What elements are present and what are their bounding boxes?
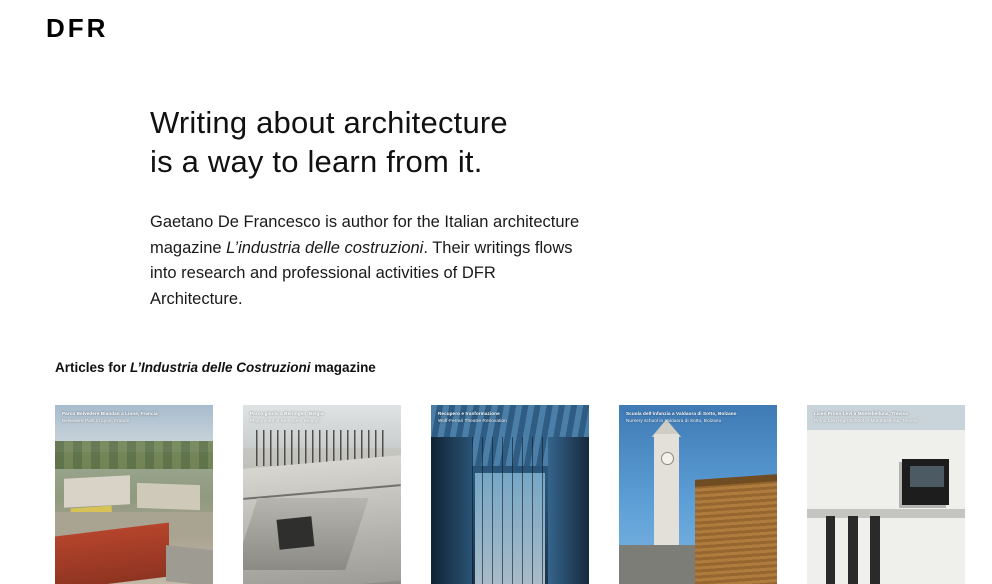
list-item[interactable] (243, 405, 401, 584)
cover-caption-title: Scuola dell’infanzia a Valdaora di Sotto, Bolzano (626, 411, 737, 416)
cover-artwork-belvedere-park (55, 405, 213, 584)
hero-paragraph-magazine-name: L’industria delle costruzioni (226, 238, 424, 257)
cover-artwork-high-school-montebelluna (807, 405, 965, 584)
site-logo[interactable]: DFR (46, 13, 109, 43)
cover-caption (438, 411, 582, 424)
articles-title-magazine: L’Industria delle Costruzioni (130, 360, 311, 375)
cover-caption-title: Parco Belvedere Blandan a Lione, Francia (62, 411, 158, 416)
cover-artwork-nursery-valdaora (619, 405, 777, 584)
cover-artwork-playground-beiringen (243, 405, 401, 584)
cover-caption (250, 411, 394, 424)
hero-paragraph (150, 210, 580, 312)
site-header (0, 0, 992, 43)
headline-line-1: Writing about architecture (150, 104, 508, 140)
cover-artwork-theatre-renovation (431, 405, 589, 584)
cover-caption-subtitle: Nursery school in Valdaora di Sotto, Bolzano (626, 417, 722, 423)
articles-section-title (55, 360, 376, 375)
headline-line-2: is a way to learn from it. (150, 144, 483, 180)
articles-title-suffix: magazine (310, 360, 376, 375)
cover-caption-title: Liceo Primo Levi a Montebelluna, Treviso (814, 411, 909, 416)
cover-caption-title: Recupero e trasformazione (438, 411, 500, 416)
hero-paragraph-part-2: . Their writings flows into research and professional activities of DFR Architecture. (150, 238, 573, 308)
cover-caption (626, 411, 770, 424)
cover-caption-subtitle: Primo Levi High School in Montebelluna, Treviso (814, 417, 918, 423)
cover-caption-subtitle: Playground in Beiringen, Belgium (250, 417, 322, 423)
list-item[interactable] (431, 405, 589, 584)
article-covers-list (55, 405, 970, 584)
cover-caption (62, 411, 206, 424)
hero-paragraph-part-1: Gaetano De Francesco is author for the Italian architecture magazine (150, 212, 580, 257)
cover-caption-subtitle: Wolf-Ferrari Theatre Renovation (438, 417, 507, 423)
page-title (150, 103, 790, 182)
cover-caption (814, 411, 958, 424)
list-item[interactable] (55, 405, 213, 584)
hero-section (0, 43, 790, 313)
list-item[interactable] (619, 405, 777, 584)
cover-caption-subtitle: Belvedere Park in Lyon, France (62, 417, 130, 423)
list-item[interactable] (807, 405, 965, 584)
articles-title-prefix: Articles for (55, 360, 131, 375)
cover-caption-title: Parco giochi a Beiringen, Belgio (250, 411, 324, 416)
